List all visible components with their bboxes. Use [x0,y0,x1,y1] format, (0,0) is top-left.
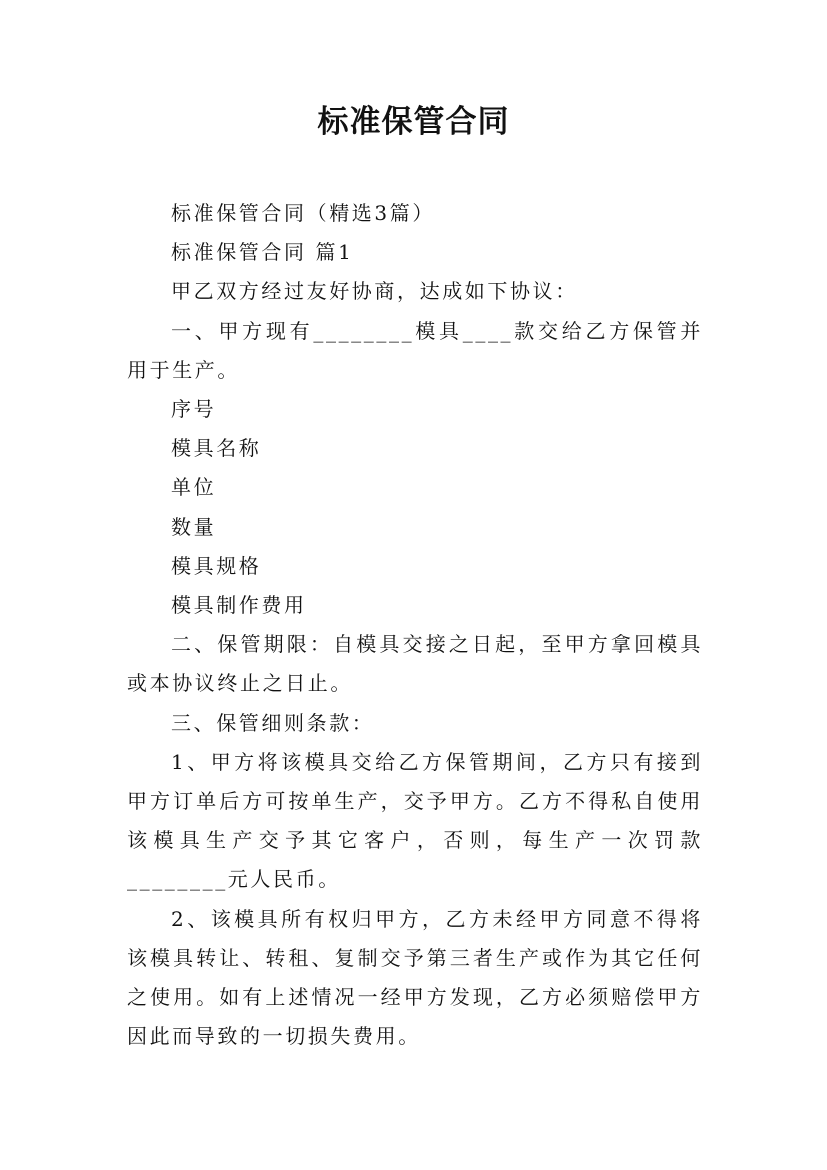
paragraph-rule-2: 2、该模具所有权归甲方，乙方未经甲方同意不得将该模具转让、转租、复制交予第三者生产或作为其它任何之使用。如有上述情况一经甲方发现，乙方必须赔偿甲方因此而导致的一切损失费用。 [127,906,703,1049]
document-title: 标准保管合同 [317,104,510,140]
table-field-cost: 模具制作费用 [171,593,307,618]
paragraph-intro: 甲乙双方经过友好协商，达成如下协议： [171,279,578,304]
paragraph-clause-2: 二、保管期限：自模具交接之日起，至甲方拿回模具或本协议终止之日止。 [127,632,703,696]
table-field-quantity: 数量 [171,514,217,539]
paragraph-rule-1: 1、甲方将该模具交给乙方保管期间，乙方只有接到甲方订单后方可按单生产，交予甲方。乙方不得私自使用该模具生产交予其它客户，否则，每生产一次罚款________元人民币。 [127,749,703,892]
table-field-serial: 序号 [171,397,217,422]
paragraph-heading-selection: 标准保管合同（精选3篇） [171,201,435,225]
document-body [127,194,703,1056]
table-field-spec: 模具规格 [171,553,262,578]
table-field-unit: 单位 [171,475,217,500]
paragraph-clause-1: 一、甲方现有________模具____款交给乙方保管并用于生产。 [127,318,703,382]
paragraph-section-title: 标准保管合同 篇1 [171,240,354,265]
table-field-mold-name: 模具名称 [171,436,262,461]
paragraph-clause-3: 三、保管细则条款： [171,710,375,735]
